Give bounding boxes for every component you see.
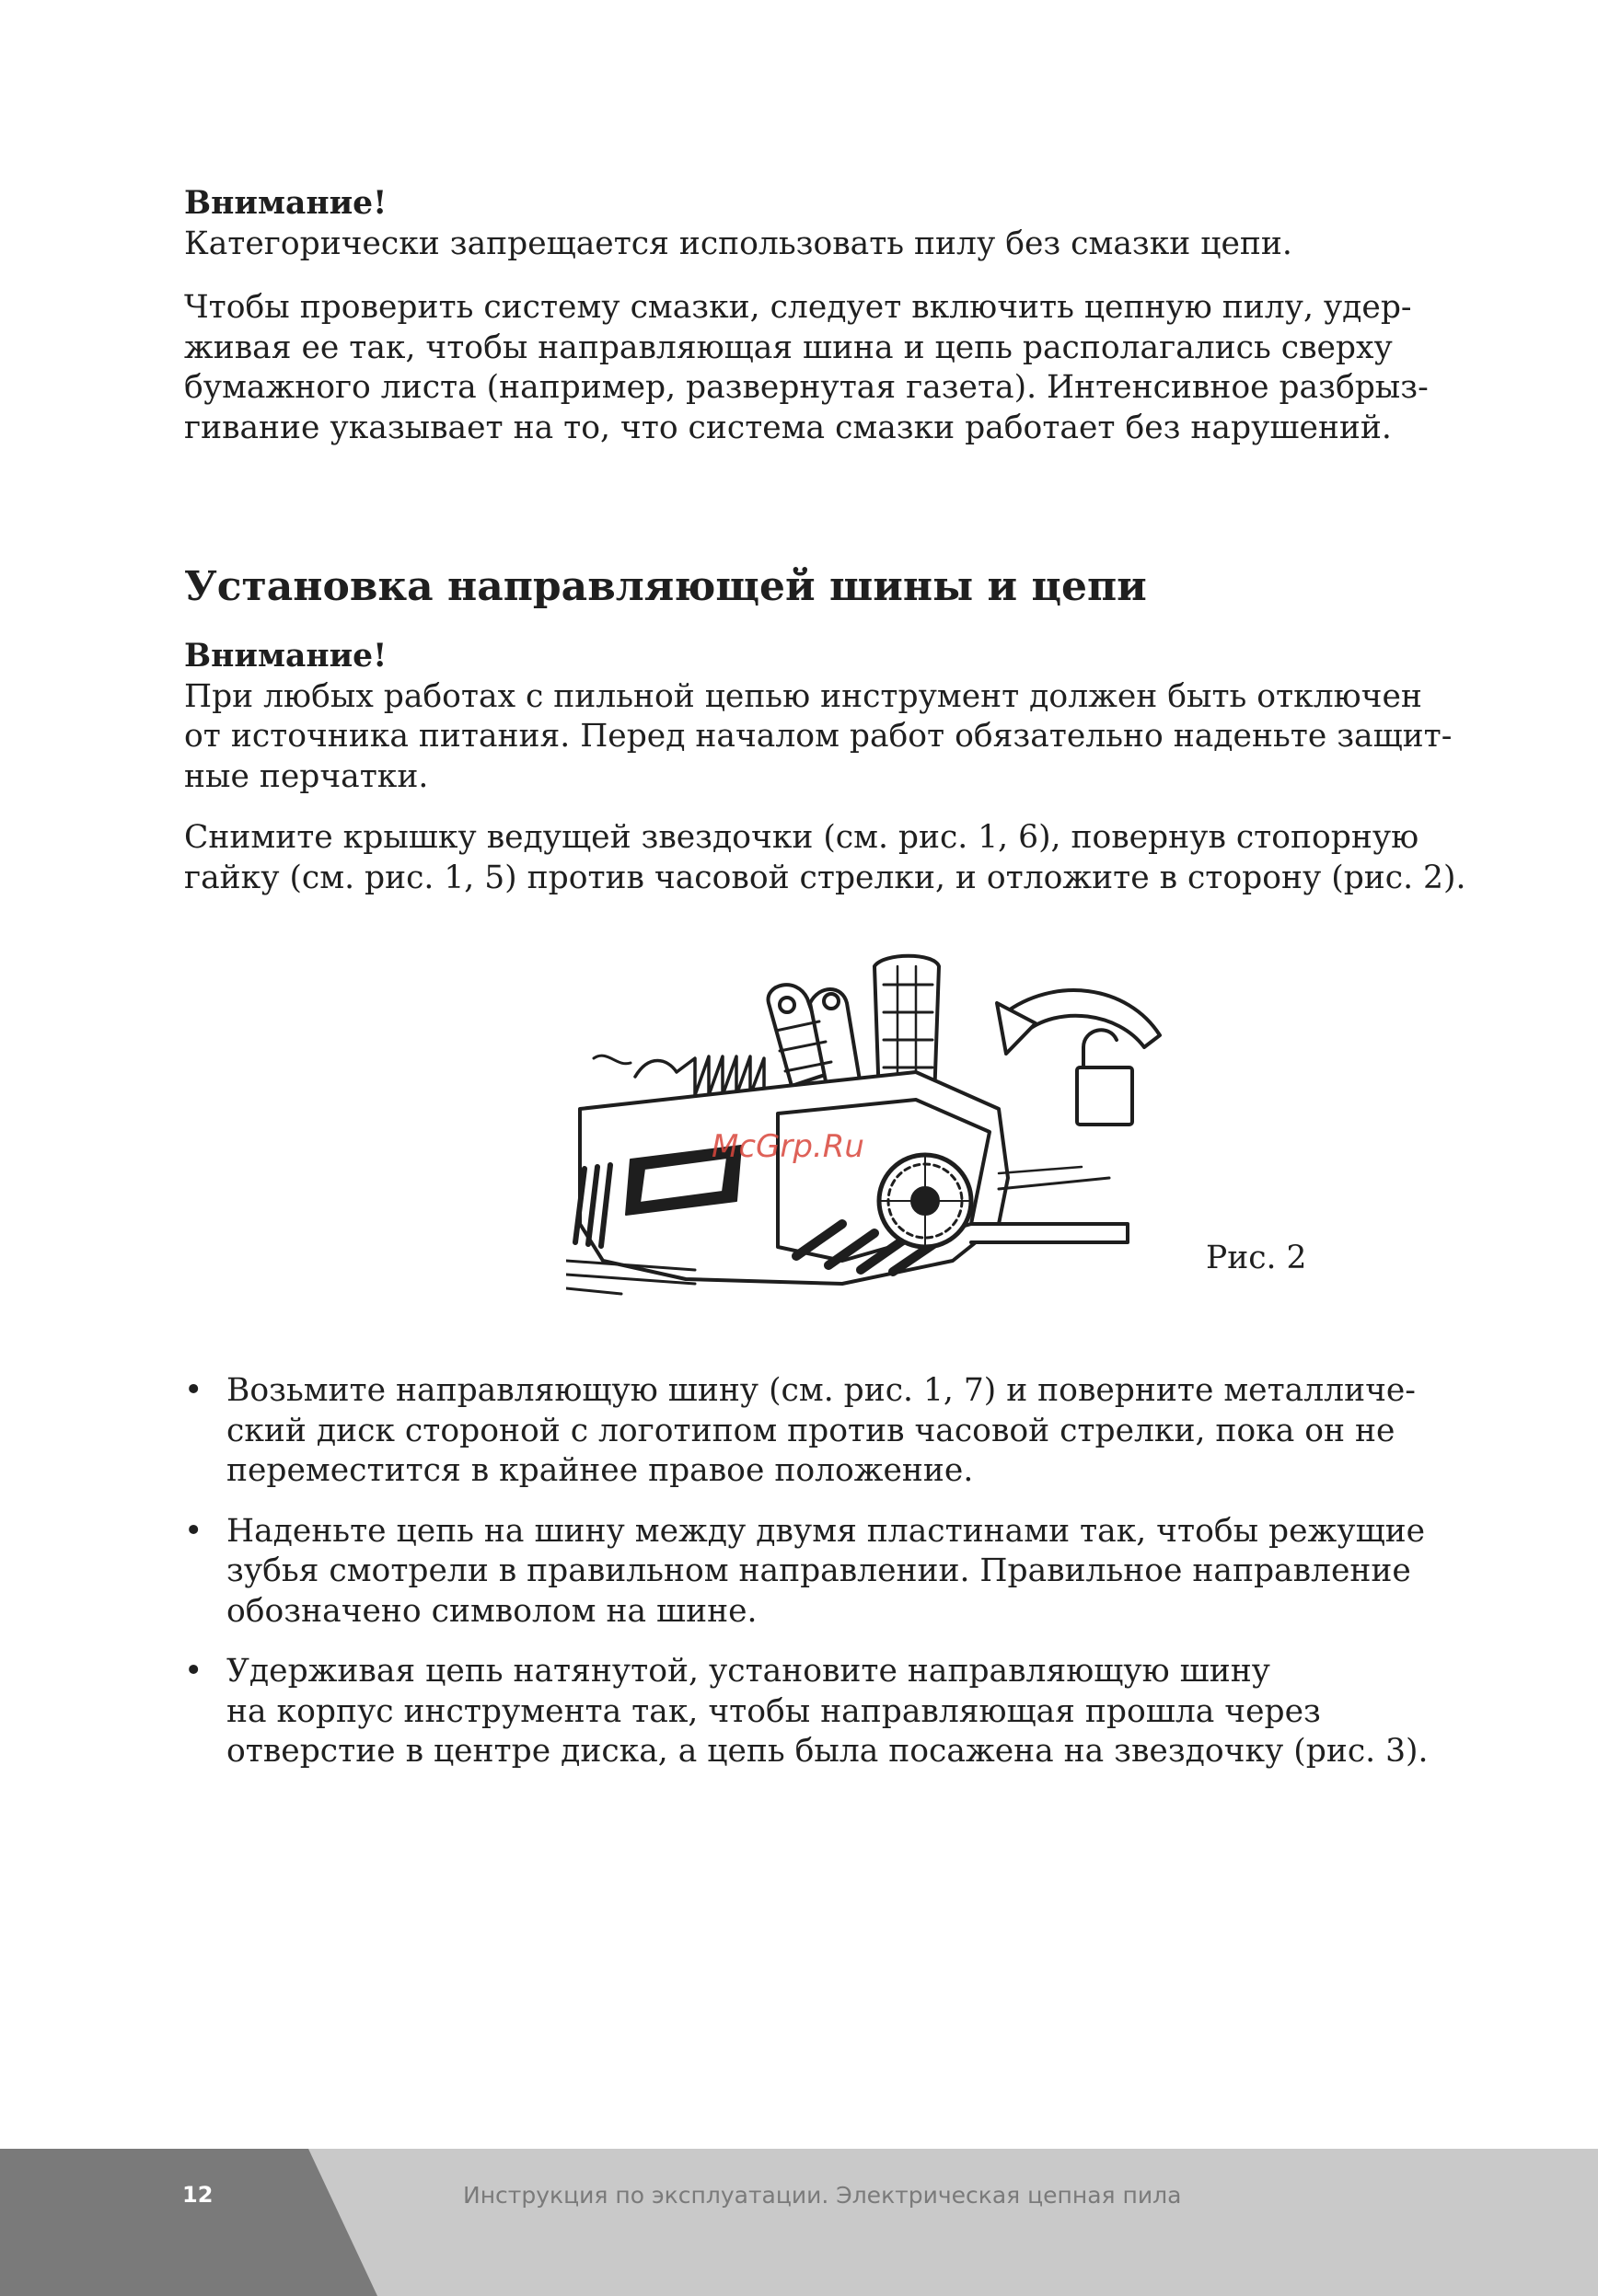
paragraph-line: гайку (см. рис. 1, 5) против часовой стрелки, и отложите в сторону (рис. 2). <box>184 859 1466 896</box>
unlock-icon <box>1077 1030 1132 1125</box>
page-footer <box>0 2149 1598 2296</box>
lubrication-check-paragraph <box>184 288 1473 448</box>
warning-title: Внимание! <box>184 638 388 675</box>
section-heading: Установка направляющей шины и цепи <box>184 563 1147 610</box>
list-item <box>184 1652 1473 1772</box>
bullet-icon: • <box>184 1372 203 1409</box>
figure-2 <box>566 948 1178 1302</box>
list-item-line: переместится в крайнее правое положение. <box>226 1452 974 1489</box>
remove-cover-paragraph <box>184 818 1473 898</box>
paragraph-line: Чтобы проверить систему смазки, следует включить цепную пилу, удер- <box>184 289 1412 326</box>
paragraph-line: живая ее так, чтобы направляющая шина и цепь располагались сверху <box>184 329 1393 366</box>
figure-caption: Рис. 2 <box>1206 1240 1307 1276</box>
list-item-line: обозначено символом на шине. <box>226 1592 758 1630</box>
warning-block-2 <box>184 637 1473 797</box>
list-item-line: зубья смотрели в правильном направлении. Правильное направление <box>226 1552 1411 1589</box>
instruction-list <box>184 1371 1473 1793</box>
counterclockwise-arrow-icon <box>997 990 1160 1054</box>
list-item-line: Удерживая цепь натянутой, установите направляющую шину <box>226 1653 1270 1690</box>
paragraph-line: гивание указывает на то, что система смазки работает без нарушений. <box>184 409 1392 446</box>
bullet-icon: • <box>184 1512 203 1550</box>
footer-tab-shape <box>0 2149 377 2296</box>
list-item-line: отверстие в центре диска, а цепь была посажена на звездочку (рис. 3). <box>226 1733 1429 1770</box>
warning-title: Внимание! <box>184 185 388 222</box>
footer-title: Инструкция по эксплуатации. Электрическая цепная пила <box>463 2182 1182 2209</box>
warning-text: Категорически запрещается использовать пилу без смазки цепи. <box>184 225 1292 262</box>
bullet-icon: • <box>184 1653 203 1690</box>
page-number: 12 <box>182 2182 214 2208</box>
watermark-text: McGrp.Ru <box>712 1128 864 1165</box>
list-item <box>184 1371 1473 1492</box>
warning-line: от источника питания. Перед началом работ обязательно наденьте защит- <box>184 718 1453 755</box>
paragraph-line: бумажного листа (например, развернутая газета). Интенсивное разбрыз- <box>184 369 1429 406</box>
list-item-line: ский диск стороной с логотипом против часовой стрелки, пока он не <box>226 1412 1395 1449</box>
warning-line: При любых работах с пильной цепью инструмент должен быть отключен <box>184 677 1422 715</box>
list-item-line: Возьмите направляющую шину (см. рис. 1, 7) и поверните металличе- <box>226 1372 1416 1409</box>
chainsaw-illustration <box>566 948 1178 1302</box>
list-item-line: Наденьте цепь на шину между двумя пластинами так, чтобы режущие <box>226 1512 1426 1550</box>
warning-block-1 <box>184 184 1473 264</box>
warning-line: ные перчатки. <box>184 757 429 795</box>
list-item-line: на корпус инструмента так, чтобы направляющая прошла через <box>226 1692 1321 1730</box>
paragraph-line: Снимите крышку ведущей звездочки (см. рис. 1, 6), повернув стопорную <box>184 819 1419 856</box>
list-item <box>184 1512 1473 1633</box>
